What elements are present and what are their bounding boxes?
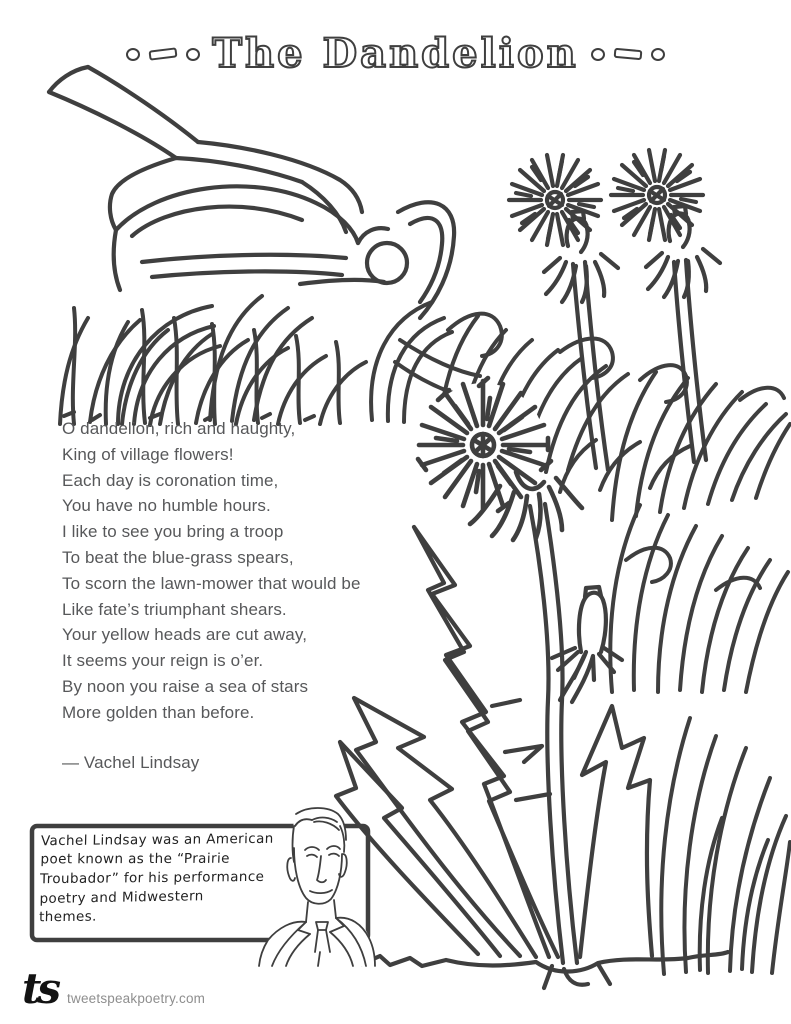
page-header — [0, 30, 791, 77]
dandelion-flower-right — [611, 149, 720, 297]
poem-line: More golden than before. — [62, 702, 255, 722]
decor-dot-icon — [126, 48, 140, 61]
poem-attribution: — Vachel Lindsay — [62, 752, 200, 772]
title-decor-right — [591, 48, 665, 61]
decor-dash-icon — [149, 47, 178, 60]
note-line: Troubador” for his performance — [39, 868, 265, 888]
poem-line: Each day is coronation time, — [62, 470, 279, 490]
poem-line: Like fate’s triumphant shears. — [62, 599, 287, 619]
footer — [22, 964, 206, 1013]
page-title: The Dandelion — [212, 30, 579, 77]
decor-dot-icon — [591, 48, 605, 61]
ground-line-drawing — [362, 952, 728, 988]
poem-line: By noon you raise a sea of stars — [62, 676, 309, 696]
poem-line: Your yellow heads are cut away, — [62, 625, 308, 645]
dandelion-flower-left — [509, 154, 618, 302]
note-line: poet known as the “Prairie — [40, 850, 231, 868]
poem-line: I like to see you bring a troop — [62, 522, 284, 542]
note-line: Vachel Lindsay was an American — [40, 830, 274, 850]
poem-line: It seems your reign is o’er. — [62, 651, 264, 671]
note-line: themes. — [38, 908, 98, 926]
poem-line: To beat the blue-grass spears, — [62, 547, 294, 567]
poem-line: To scorn the lawn-mower that would be — [62, 573, 361, 593]
vachel-lindsay-portrait — [259, 808, 375, 966]
tweetspeak-logo: ts — [22, 964, 58, 1013]
note-line: poetry and Midwestern — [39, 888, 204, 908]
lawn-mower-drawing — [49, 67, 454, 318]
poem-line: You have no humble hours. — [62, 496, 271, 516]
poem-line: O dandelion, rich and haughty, — [62, 419, 296, 438]
decor-dash-icon — [613, 48, 642, 60]
poem-text — [62, 416, 361, 775]
title-decor-left — [126, 48, 200, 61]
site-url: tweetspeakpoetry.com — [67, 991, 206, 1006]
poem-line: King of village flowers! — [62, 444, 234, 464]
decor-dot-icon — [186, 48, 200, 61]
dandelion-flower-large — [418, 378, 582, 540]
author-note — [39, 830, 274, 927]
dandelion-leaves-drawing — [336, 527, 652, 957]
decor-dot-icon — [651, 48, 665, 61]
